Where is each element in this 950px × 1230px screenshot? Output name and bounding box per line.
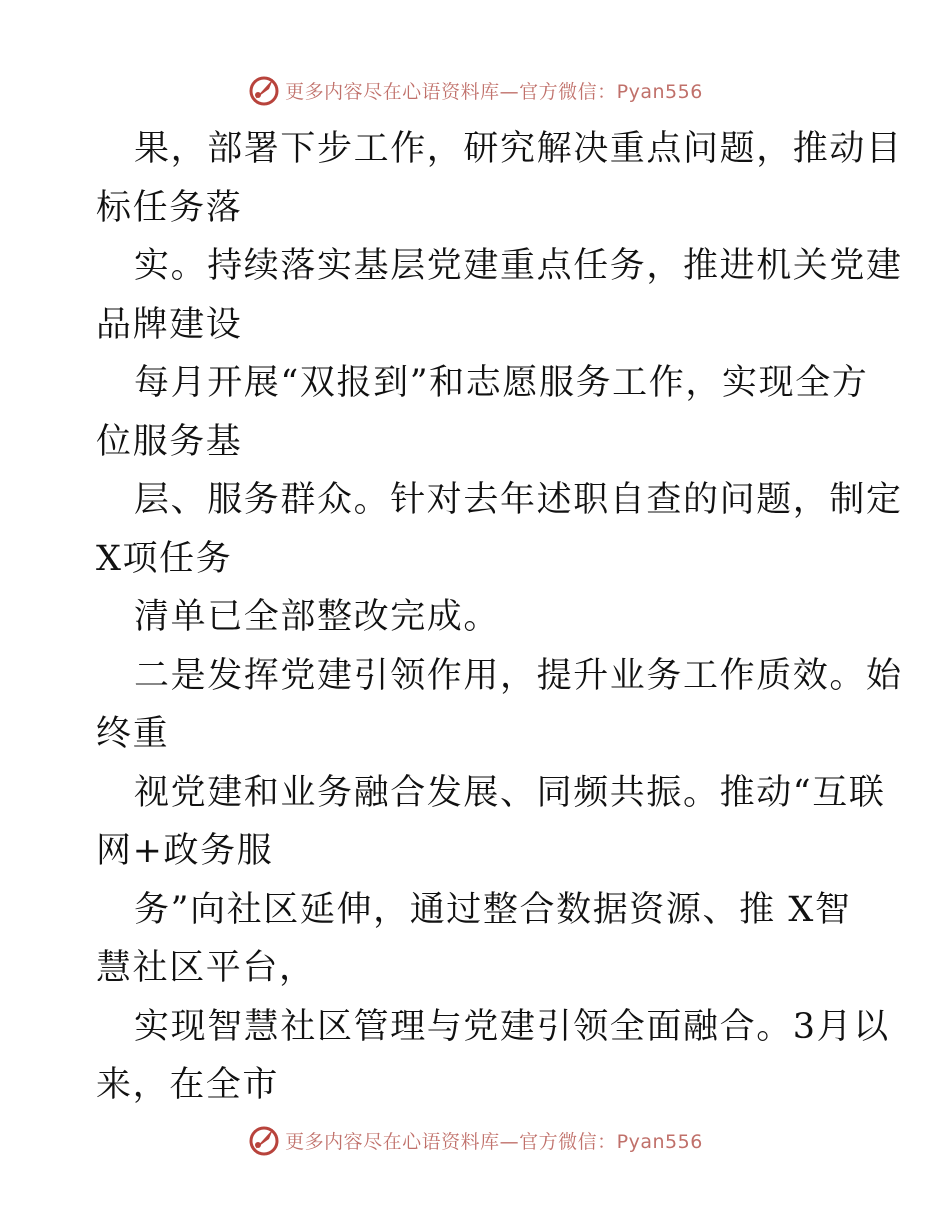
body-line: 二是发挥党建引领作用，提升业务工作质效。始: [134, 655, 903, 696]
document-body: [96, 120, 903, 1115]
body-line: 果，部署下步工作，研究解决重点问题，推动目: [134, 129, 903, 169]
feather-pen-logo-icon: [247, 73, 281, 107]
body-line: 视党建和业务融合发展、同频共振。推动“互联: [134, 772, 886, 813]
header-watermark: [0, 70, 950, 110]
body-line: 网+政务服: [96, 831, 274, 871]
body-line: 清单已全部整改完成。: [134, 597, 501, 637]
body-line: 标任务落: [96, 187, 243, 228]
watermark-text: 更多内容尽在心语资料库—官方微信：Pyan556: [285, 1130, 703, 1153]
body-line: 终重: [96, 714, 170, 754]
watermark-text: 更多内容尽在心语资料库—官方微信：Pyan556: [285, 80, 703, 103]
body-line: 务”向社区延伸，通过整合数据资源、推 X智: [134, 889, 852, 930]
body-line: 每月开展“双报到”和志愿服务工作，实现全方: [134, 363, 869, 403]
footer-watermark: [0, 1120, 950, 1160]
body-line: X项任务: [96, 538, 233, 579]
body-line: 实现智慧社区管理与党建引领全面融合。3月以: [134, 1006, 890, 1047]
body-line: 位服务基: [96, 421, 243, 462]
body-line: 层、服务群众。针对去年述职自查的问题，制定: [134, 480, 903, 520]
body-line: 品牌建设: [96, 304, 243, 345]
feather-pen-logo-icon: [247, 1123, 281, 1157]
body-line: 慧社区平台，: [96, 948, 316, 988]
body-line: 实。持续落实基层党建重点任务，推进机关党建: [134, 246, 903, 286]
body-line: 来，在全市: [96, 1065, 280, 1105]
